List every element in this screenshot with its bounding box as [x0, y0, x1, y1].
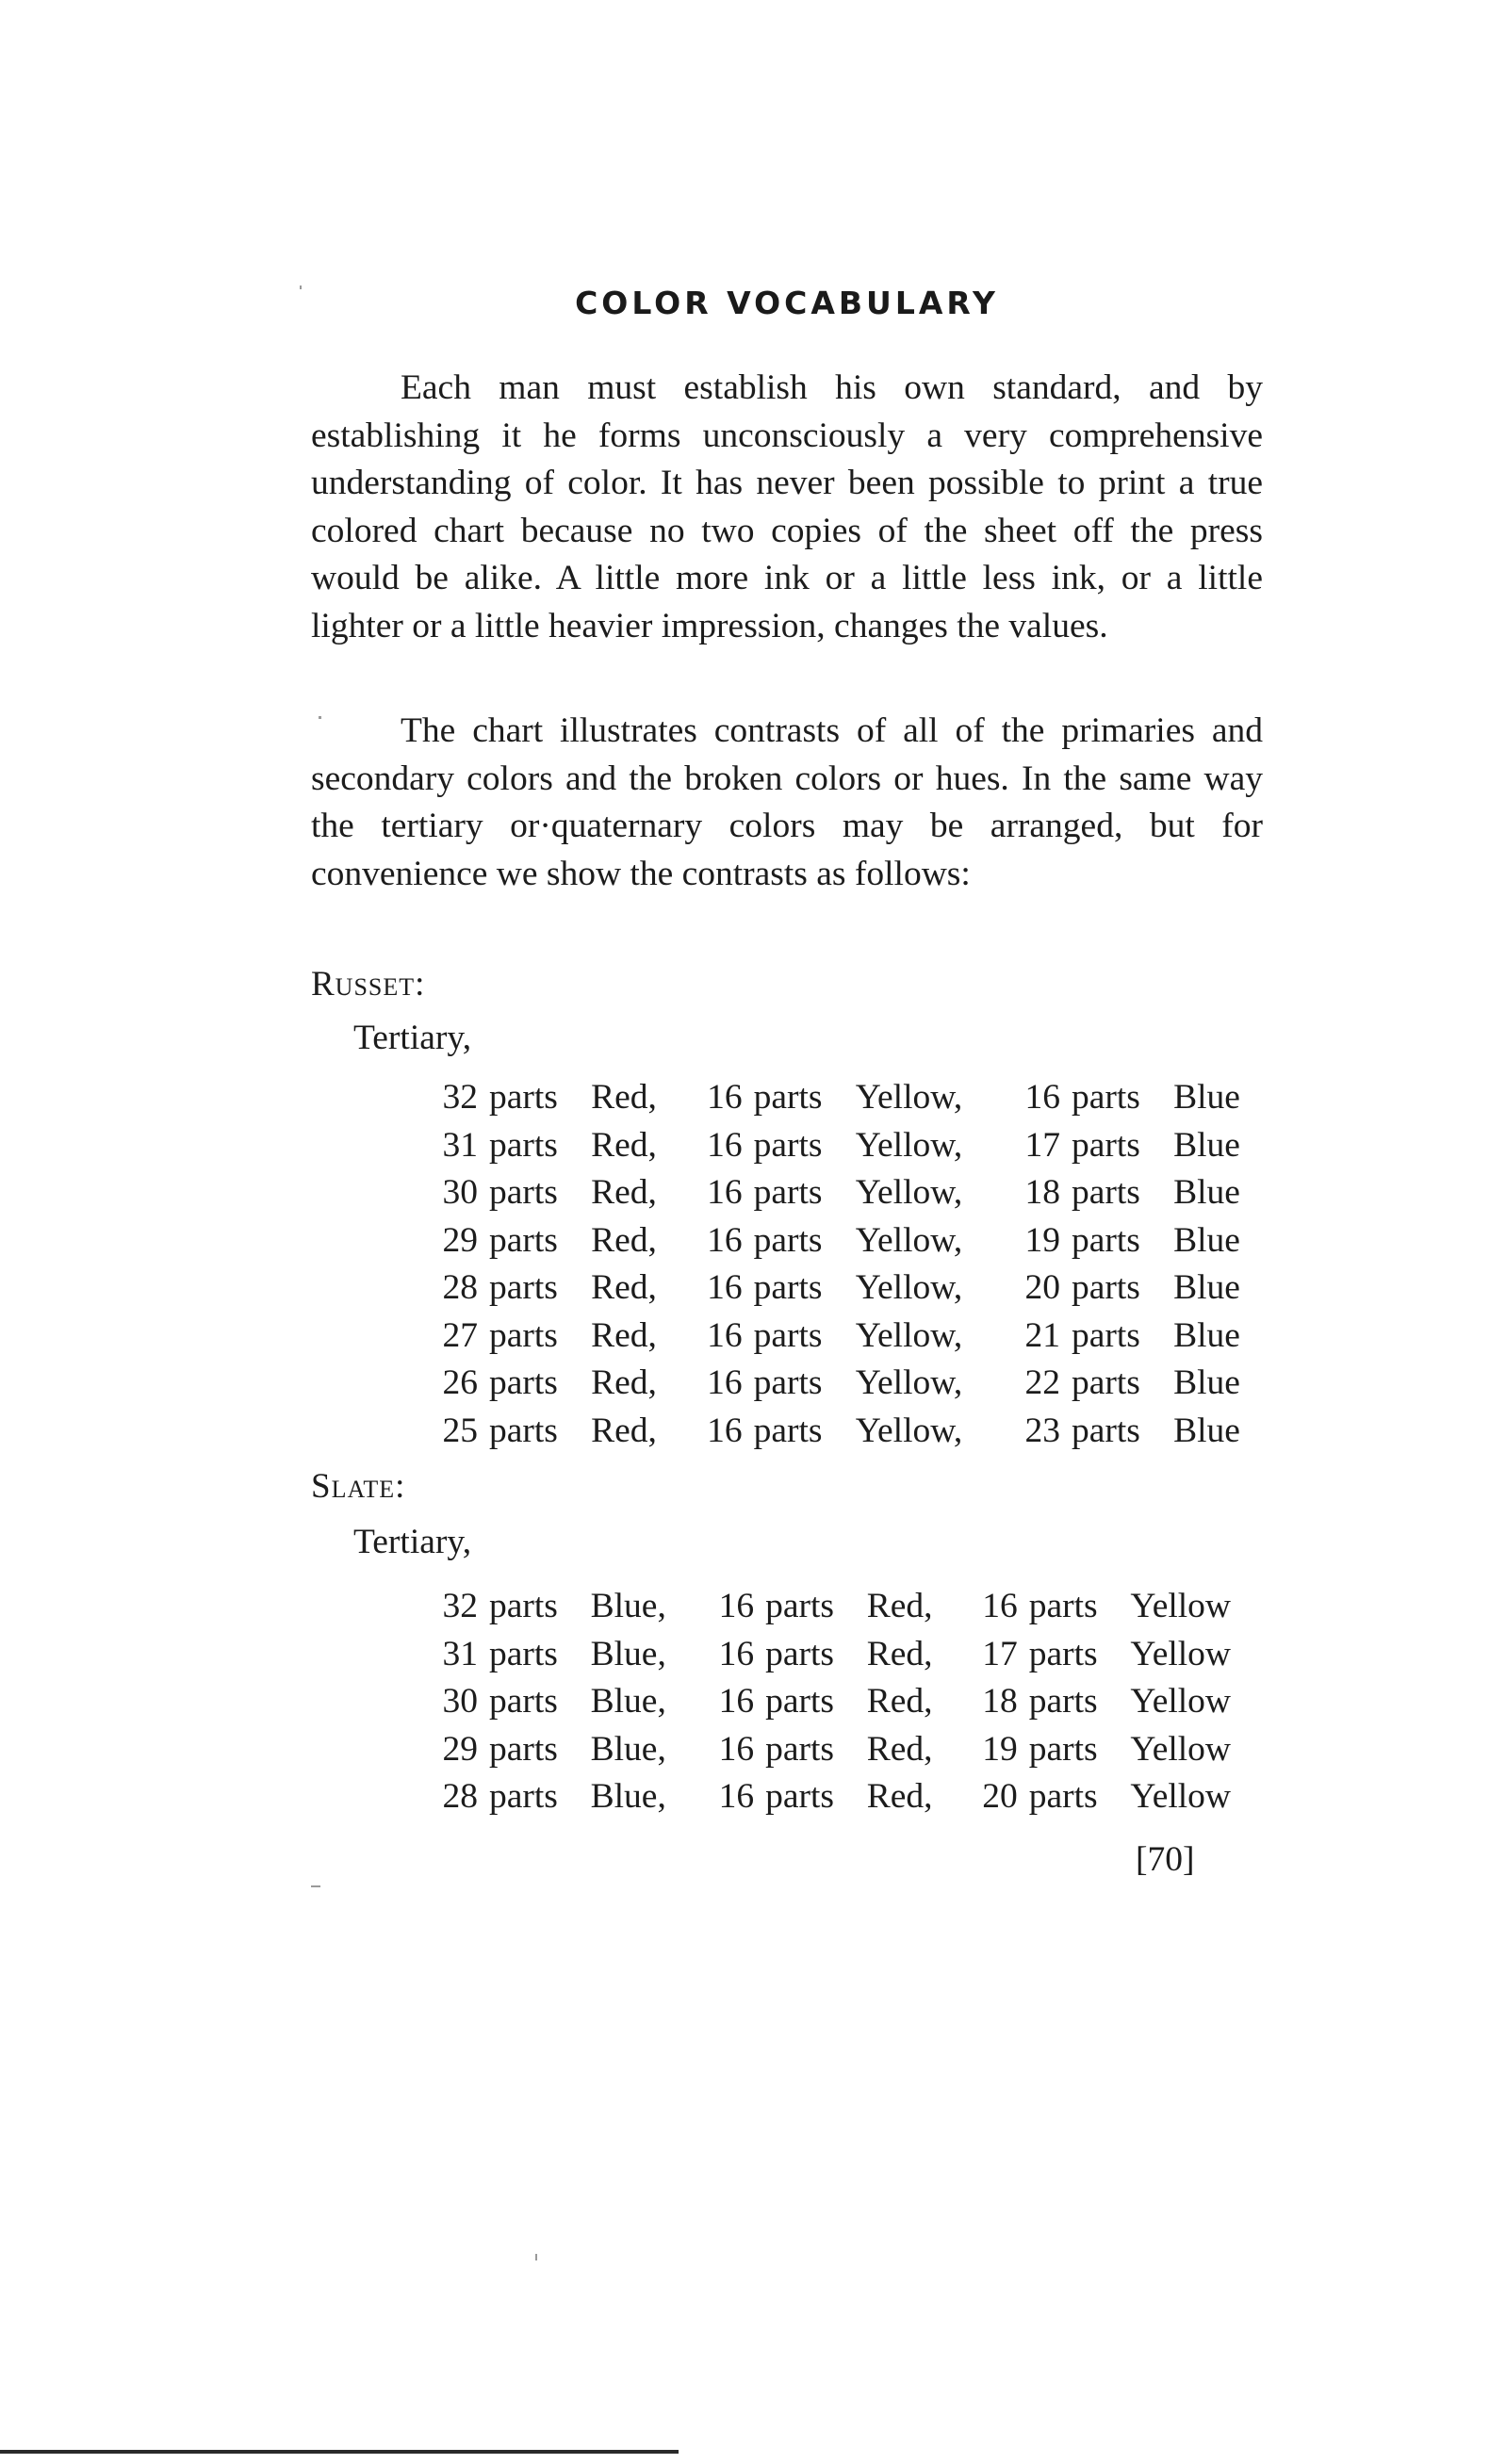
slate-table [426, 1583, 1263, 1821]
russet-cell-n1: 29 [442, 1220, 478, 1260]
slate-cell-n2: 16 [718, 1777, 755, 1816]
slate-row [426, 1773, 1263, 1821]
slate-cell-c1: Blue, [590, 1634, 666, 1673]
russet-cell-w3: parts [1072, 1220, 1140, 1260]
paragraph-chart: The chart illustrates contrasts of all of the primaries and secondary colors and the broken colors or hues. In the same way the tertiary or·quaternary colors may be arranged, but for convenience we show the contrasts as follows: [311, 711, 1263, 893]
russet-cell-c3: Blue [1173, 1173, 1240, 1212]
slate-cell-w3: parts [1028, 1587, 1098, 1625]
slate-row [426, 1583, 1263, 1631]
slate-cell-c3: Yellow [1130, 1634, 1232, 1673]
russet-cell-n1: 30 [442, 1173, 478, 1212]
slate-cell-n1: 32 [442, 1587, 478, 1625]
russet-cell-c1: Red, [591, 1173, 657, 1212]
bottom-edge-rule [0, 2450, 679, 2454]
russet-cell-c2: Yellow, [855, 1078, 963, 1117]
russet-cell-c1: Red, [591, 1363, 657, 1402]
slate-cell-c1: Blue, [590, 1682, 666, 1721]
russet-cell-w1: parts [489, 1125, 558, 1165]
slate-cell-w3: parts [1028, 1729, 1098, 1769]
russet-cell-w2: parts [753, 1268, 823, 1307]
russet-cell-w3: parts [1072, 1268, 1140, 1307]
russet-table [426, 1074, 1263, 1455]
slate-cell-n1: 31 [442, 1634, 478, 1673]
russet-cell-n2: 16 [707, 1268, 743, 1307]
russet-cell-n3: 20 [1024, 1268, 1060, 1307]
slate-tertiary-label: Tertiary, [353, 1523, 472, 1561]
russet-row [426, 1265, 1263, 1313]
russet-cell-n1: 31 [442, 1125, 478, 1165]
slate-cell-w3: parts [1028, 1682, 1098, 1721]
russet-cell-n1: 27 [442, 1315, 478, 1355]
russet-cell-c3: Blue [1173, 1220, 1240, 1260]
russet-cell-n2: 16 [707, 1315, 743, 1355]
russet-tertiary-label: Tertiary, [353, 1019, 472, 1057]
slate-cell-n2: 16 [718, 1682, 755, 1721]
russet-cell-c3: Blue [1173, 1125, 1240, 1165]
slate-cell-w2: parts [765, 1777, 834, 1816]
russet-rows [426, 1074, 1263, 1455]
russet-cell-c2: Yellow, [855, 1363, 963, 1402]
russet-cell-n3: 19 [1024, 1220, 1060, 1260]
slate-cell-c3: Yellow [1130, 1587, 1232, 1625]
slate-cell-w1: parts [489, 1729, 558, 1769]
russet-row [426, 1360, 1263, 1408]
slate-cell-w3: parts [1028, 1777, 1098, 1816]
russet-cell-c1: Red, [591, 1078, 657, 1117]
slate-cell-n2: 16 [718, 1729, 755, 1769]
russet-cell-w1: parts [489, 1268, 558, 1307]
russet-cell-n3: 18 [1024, 1173, 1060, 1212]
russet-cell-w2: parts [753, 1220, 823, 1260]
russet-cell-n1: 26 [442, 1363, 478, 1402]
russet-cell-n2: 16 [707, 1173, 743, 1212]
page-title: COLOR VOCABULARY [575, 285, 999, 321]
russet-cell-w1: parts [489, 1078, 558, 1117]
russet-cell-c3: Blue [1173, 1315, 1240, 1355]
russet-cell-w1: parts [489, 1173, 558, 1212]
russet-cell-c1: Red, [591, 1125, 657, 1165]
slate-label: Slate: [311, 1467, 406, 1506]
slate-cell-w2: parts [765, 1729, 834, 1769]
slate-cell-n3: 20 [982, 1777, 1018, 1816]
slate-cell-w1: parts [489, 1682, 558, 1721]
russet-cell-n1: 32 [442, 1078, 478, 1117]
russet-cell-c2: Yellow, [855, 1220, 963, 1260]
russet-cell-w2: parts [753, 1125, 823, 1165]
slate-cell-c3: Yellow [1130, 1682, 1232, 1721]
russet-cell-w2: parts [753, 1315, 823, 1355]
russet-cell-c3: Blue [1173, 1363, 1240, 1402]
russet-cell-w3: parts [1072, 1078, 1140, 1117]
slate-cell-n1: 29 [442, 1729, 478, 1769]
russet-cell-n3: 17 [1024, 1125, 1060, 1165]
russet-cell-c2: Yellow, [855, 1268, 963, 1307]
russet-cell-n1: 25 [442, 1411, 478, 1450]
slate-cell-c2: Red, [866, 1682, 933, 1721]
russet-cell-w2: parts [753, 1173, 823, 1212]
russet-cell-n1: 28 [442, 1268, 478, 1307]
slate-cell-c1: Blue, [590, 1729, 666, 1769]
scan-speck [535, 2254, 537, 2260]
slate-cell-c1: Blue, [590, 1587, 666, 1625]
russet-cell-n2: 16 [707, 1363, 743, 1402]
russet-label: Russet: [311, 965, 426, 1004]
russet-cell-c2: Yellow, [855, 1125, 963, 1165]
russet-cell-w1: parts [489, 1220, 558, 1260]
russet-cell-c2: Yellow, [855, 1411, 963, 1450]
scan-speck [311, 1885, 320, 1887]
russet-cell-c1: Red, [591, 1411, 657, 1450]
russet-row [426, 1217, 1263, 1265]
slate-cell-c3: Yellow [1130, 1777, 1232, 1816]
slate-cell-n3: 18 [982, 1682, 1018, 1721]
scan-speck [319, 716, 321, 719]
russet-cell-n2: 16 [707, 1220, 743, 1260]
russet-cell-c3: Blue [1173, 1268, 1240, 1307]
slate-cell-c2: Red, [866, 1587, 933, 1625]
russet-row [426, 1122, 1263, 1170]
russet-cell-n3: 22 [1024, 1363, 1060, 1402]
russet-row [426, 1169, 1263, 1217]
russet-cell-c1: Red, [591, 1268, 657, 1307]
russet-cell-c1: Red, [591, 1315, 657, 1355]
slate-cell-w1: parts [489, 1634, 558, 1673]
slate-cell-c1: Blue, [590, 1777, 666, 1816]
slate-cell-c3: Yellow [1130, 1729, 1232, 1769]
russet-cell-w2: parts [753, 1411, 823, 1450]
slate-cell-w3: parts [1028, 1634, 1098, 1673]
slate-cell-w2: parts [765, 1587, 834, 1625]
slate-cell-n3: 17 [982, 1634, 1018, 1673]
scan-speck [300, 286, 302, 289]
russet-cell-n3: 21 [1024, 1315, 1060, 1355]
russet-cell-w3: parts [1072, 1315, 1140, 1355]
russet-cell-c3: Blue [1173, 1078, 1240, 1117]
slate-row [426, 1678, 1263, 1726]
russet-cell-w1: parts [489, 1411, 558, 1450]
russet-cell-w2: parts [753, 1363, 823, 1402]
slate-cell-n3: 19 [982, 1729, 1018, 1769]
russet-cell-n2: 16 [707, 1125, 743, 1165]
russet-cell-w3: parts [1072, 1125, 1140, 1165]
slate-cell-n2: 16 [718, 1634, 755, 1673]
slate-row [426, 1726, 1263, 1774]
slate-cell-w2: parts [765, 1682, 834, 1721]
slate-cell-w2: parts [765, 1634, 834, 1673]
russet-row [426, 1074, 1263, 1122]
russet-cell-n2: 16 [707, 1411, 743, 1450]
russet-cell-c1: Red, [591, 1220, 657, 1260]
russet-cell-c2: Yellow, [855, 1315, 963, 1355]
slate-cell-n3: 16 [982, 1587, 1018, 1625]
slate-row [426, 1631, 1263, 1679]
slate-rows [426, 1583, 1263, 1821]
russet-cell-n2: 16 [707, 1078, 743, 1117]
russet-row [426, 1313, 1263, 1361]
russet-cell-w3: parts [1072, 1173, 1140, 1212]
russet-cell-w1: parts [489, 1315, 558, 1355]
slate-cell-n1: 28 [442, 1777, 478, 1816]
russet-row [426, 1408, 1263, 1456]
russet-cell-w3: parts [1072, 1411, 1140, 1450]
russet-cell-n3: 23 [1024, 1411, 1060, 1450]
slate-cell-w1: parts [489, 1587, 558, 1625]
paragraph-standard: Each man must establish his own standard, and by establishing it he forms unconsciously a very comprehensive understanding of color. It has never been possible to print a true colored chart because no two copies of the sheet off the press would be alike. A little more ink or a little less ink, or a little lighter or a little heavier impression, changes the values. [311, 368, 1263, 645]
page-number: [70] [1136, 1840, 1195, 1879]
russet-cell-w3: parts [1072, 1363, 1140, 1402]
russet-cell-w2: parts [753, 1078, 823, 1117]
slate-cell-c2: Red, [866, 1777, 933, 1816]
russet-cell-w1: parts [489, 1363, 558, 1402]
russet-cell-c3: Blue [1173, 1411, 1240, 1450]
slate-cell-n2: 16 [718, 1587, 755, 1625]
slate-cell-c2: Red, [866, 1634, 933, 1673]
russet-cell-c2: Yellow, [855, 1173, 963, 1212]
slate-cell-c2: Red, [866, 1729, 933, 1769]
russet-cell-n3: 16 [1024, 1078, 1060, 1117]
slate-cell-w1: parts [489, 1777, 558, 1816]
slate-cell-n1: 30 [442, 1682, 478, 1721]
